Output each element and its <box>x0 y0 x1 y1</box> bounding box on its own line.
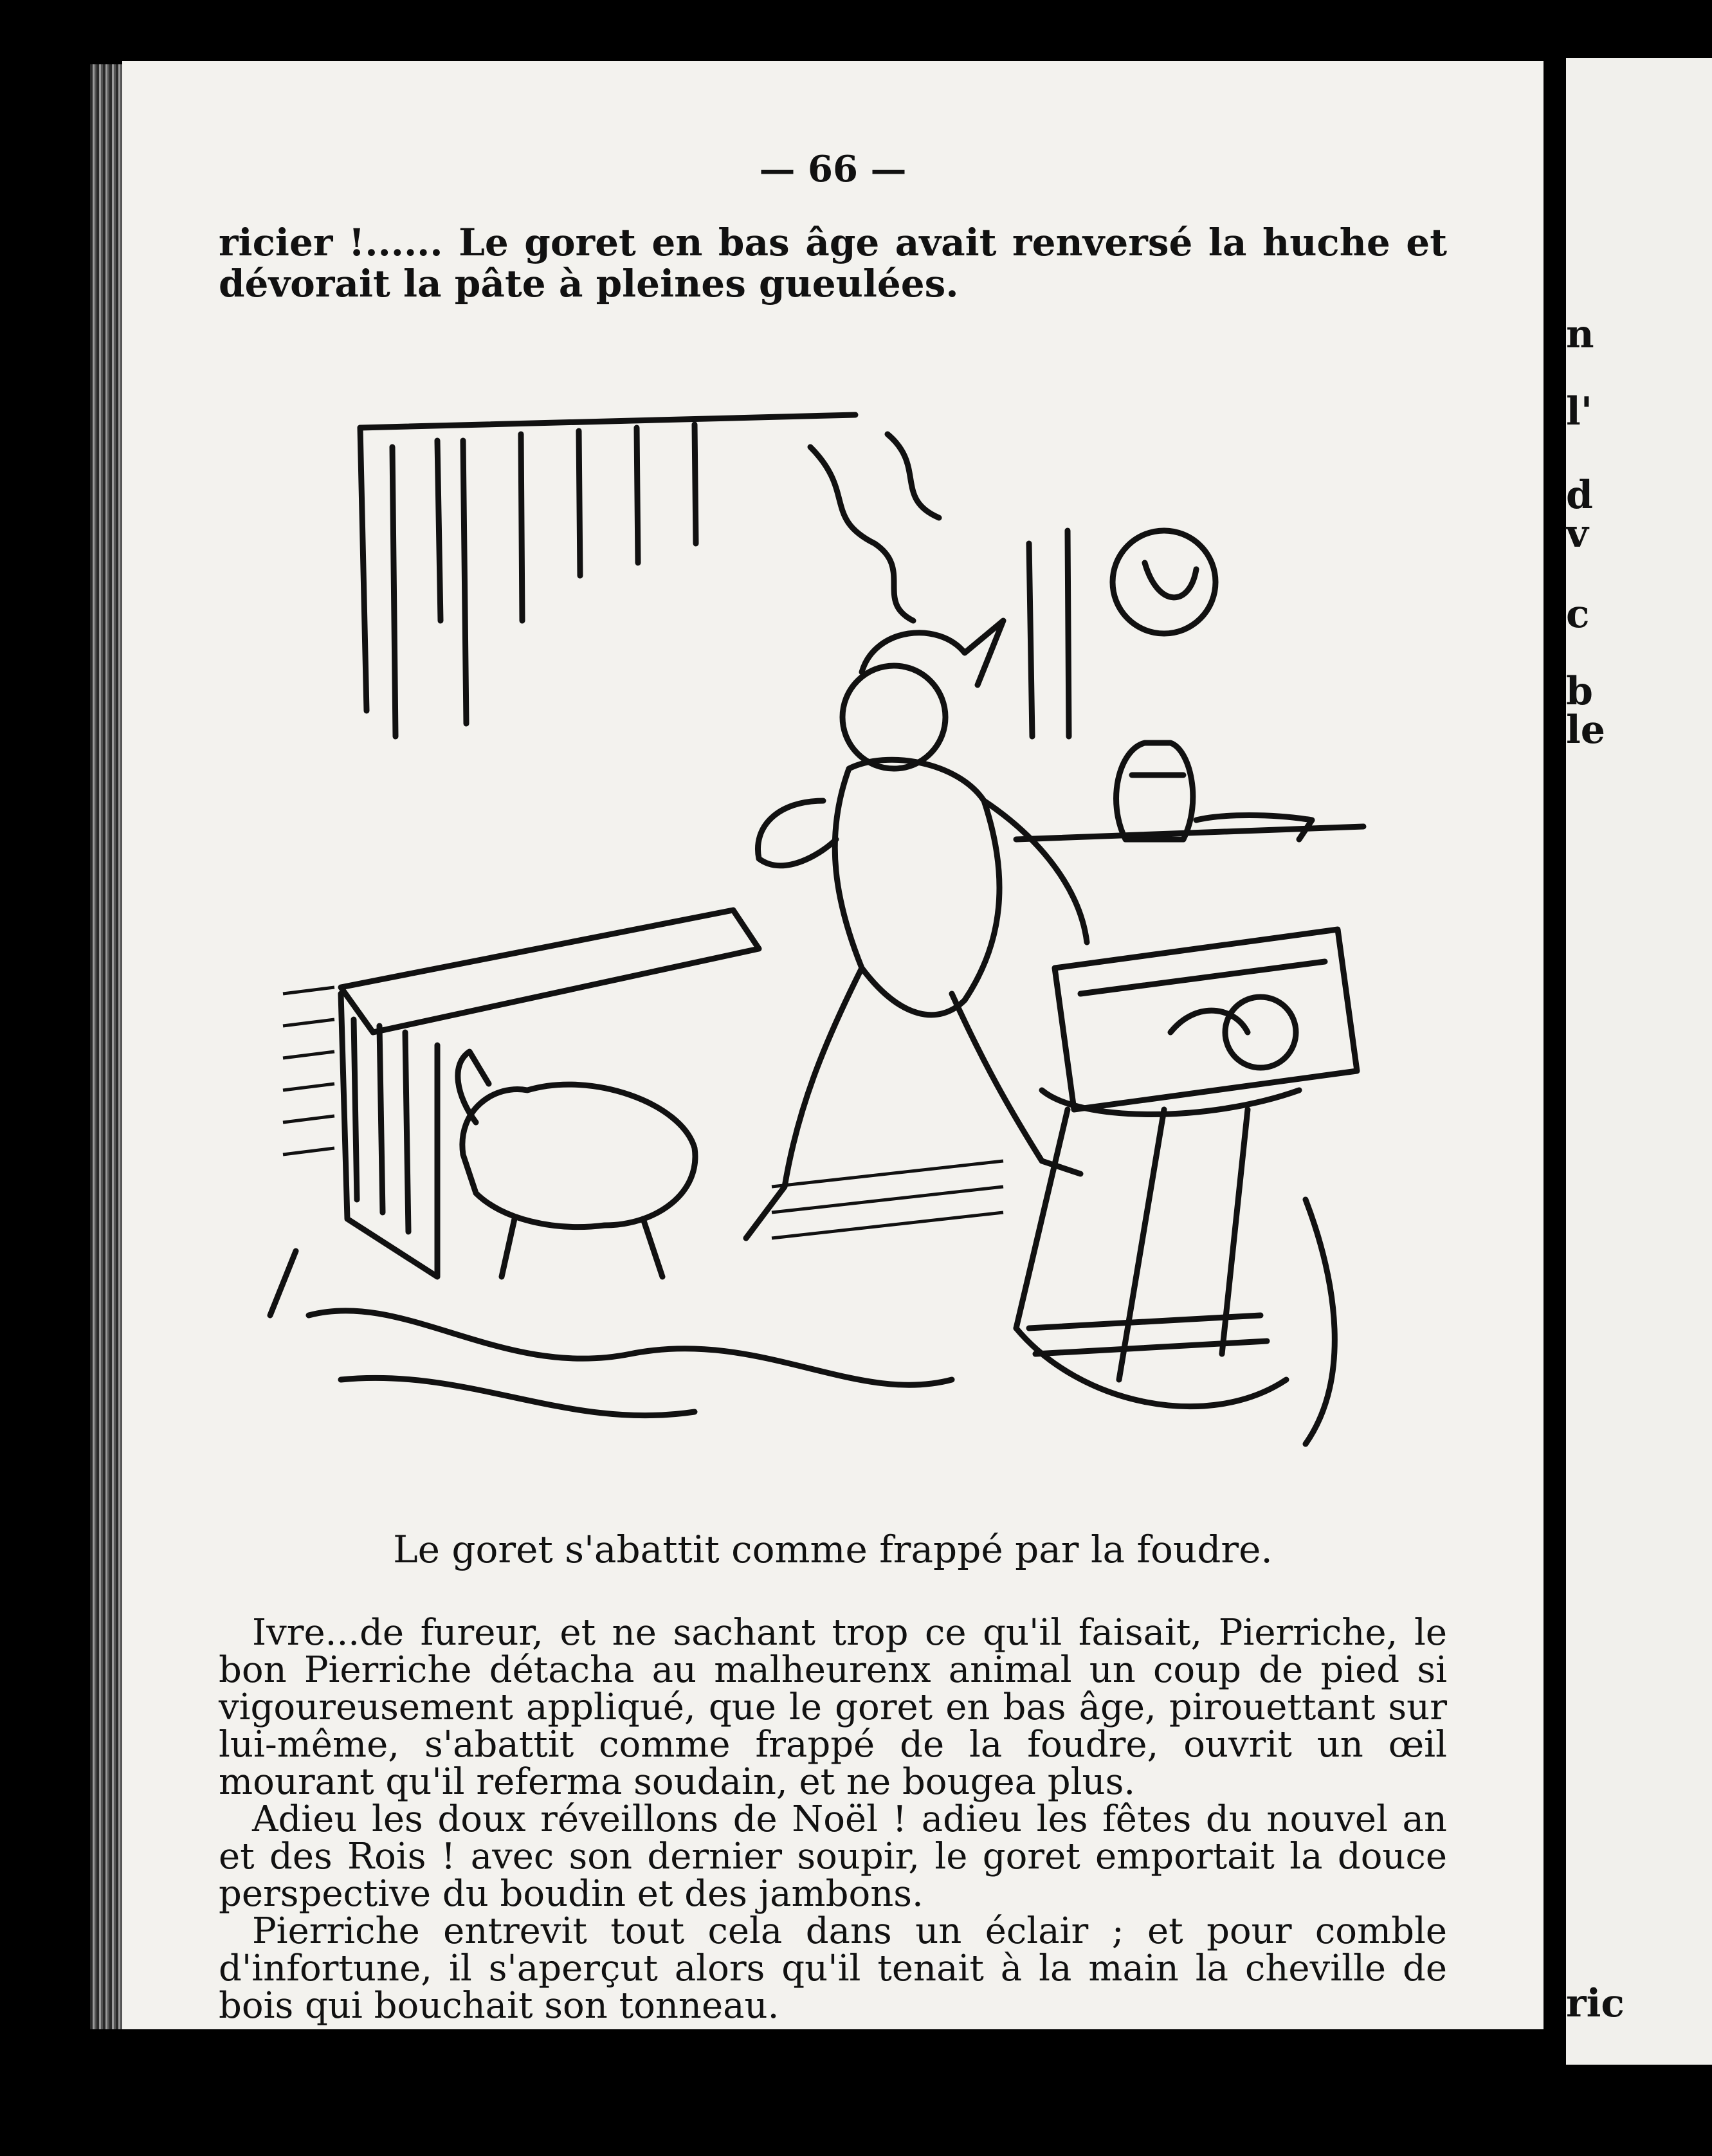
top-text: ricier !...... Le goret en bas âge avait renversé la huche et dévorait la pâte à pleines gueulées. <box>219 221 1447 306</box>
illustration-caption: Le goret s'abattit comme frappé par la foudre. <box>393 1528 1273 1571</box>
facing-fragment: b <box>1566 669 1593 714</box>
paragraph-2: Adieu les doux réveillons de Noël ! adieu les fêtes du nouvel an et des Rois ! avec son dernier soupir, le goret emportait la douce perspective du boudin et des jambons. <box>219 1798 1447 1915</box>
facing-fragment: n <box>1566 312 1594 357</box>
facing-fragment: l' <box>1566 389 1593 434</box>
book-fold <box>1544 51 1568 2078</box>
illustration <box>244 351 1370 1483</box>
facing-page <box>1566 58 1712 2065</box>
book-page <box>122 61 1544 2029</box>
facing-fragment: v <box>1566 511 1589 556</box>
facing-fragment: c <box>1566 592 1590 637</box>
paragraph-1: Ivre...de fureur, et ne sachant trop ce qu'il faisait, Pierriche, le bon Pierriche détacha au malheurenx animal un coup de pied si vigoureusement appliqué, que le goret en bas âge, pirouettant sur lui-même, s'abattit comme frappé de la foudre, ouvrit un œil mourant qu'il referma soudain, et ne bougea plus. <box>219 1612 1447 1803</box>
body-text <box>219 1614 1447 2025</box>
facing-fragment: le <box>1566 708 1605 753</box>
facing-fragment: ric <box>1566 1981 1625 2026</box>
page-number: — 66 — <box>759 148 907 190</box>
facing-fragment: d <box>1566 473 1593 518</box>
paragraph-3: Pierriche entrevit tout cela dans un éclair ; et pour comble d'infortune, il s'aperçut alors qu'il tenait à la main la cheville de bois qui bouchait son tonneau. <box>219 1910 1447 2027</box>
